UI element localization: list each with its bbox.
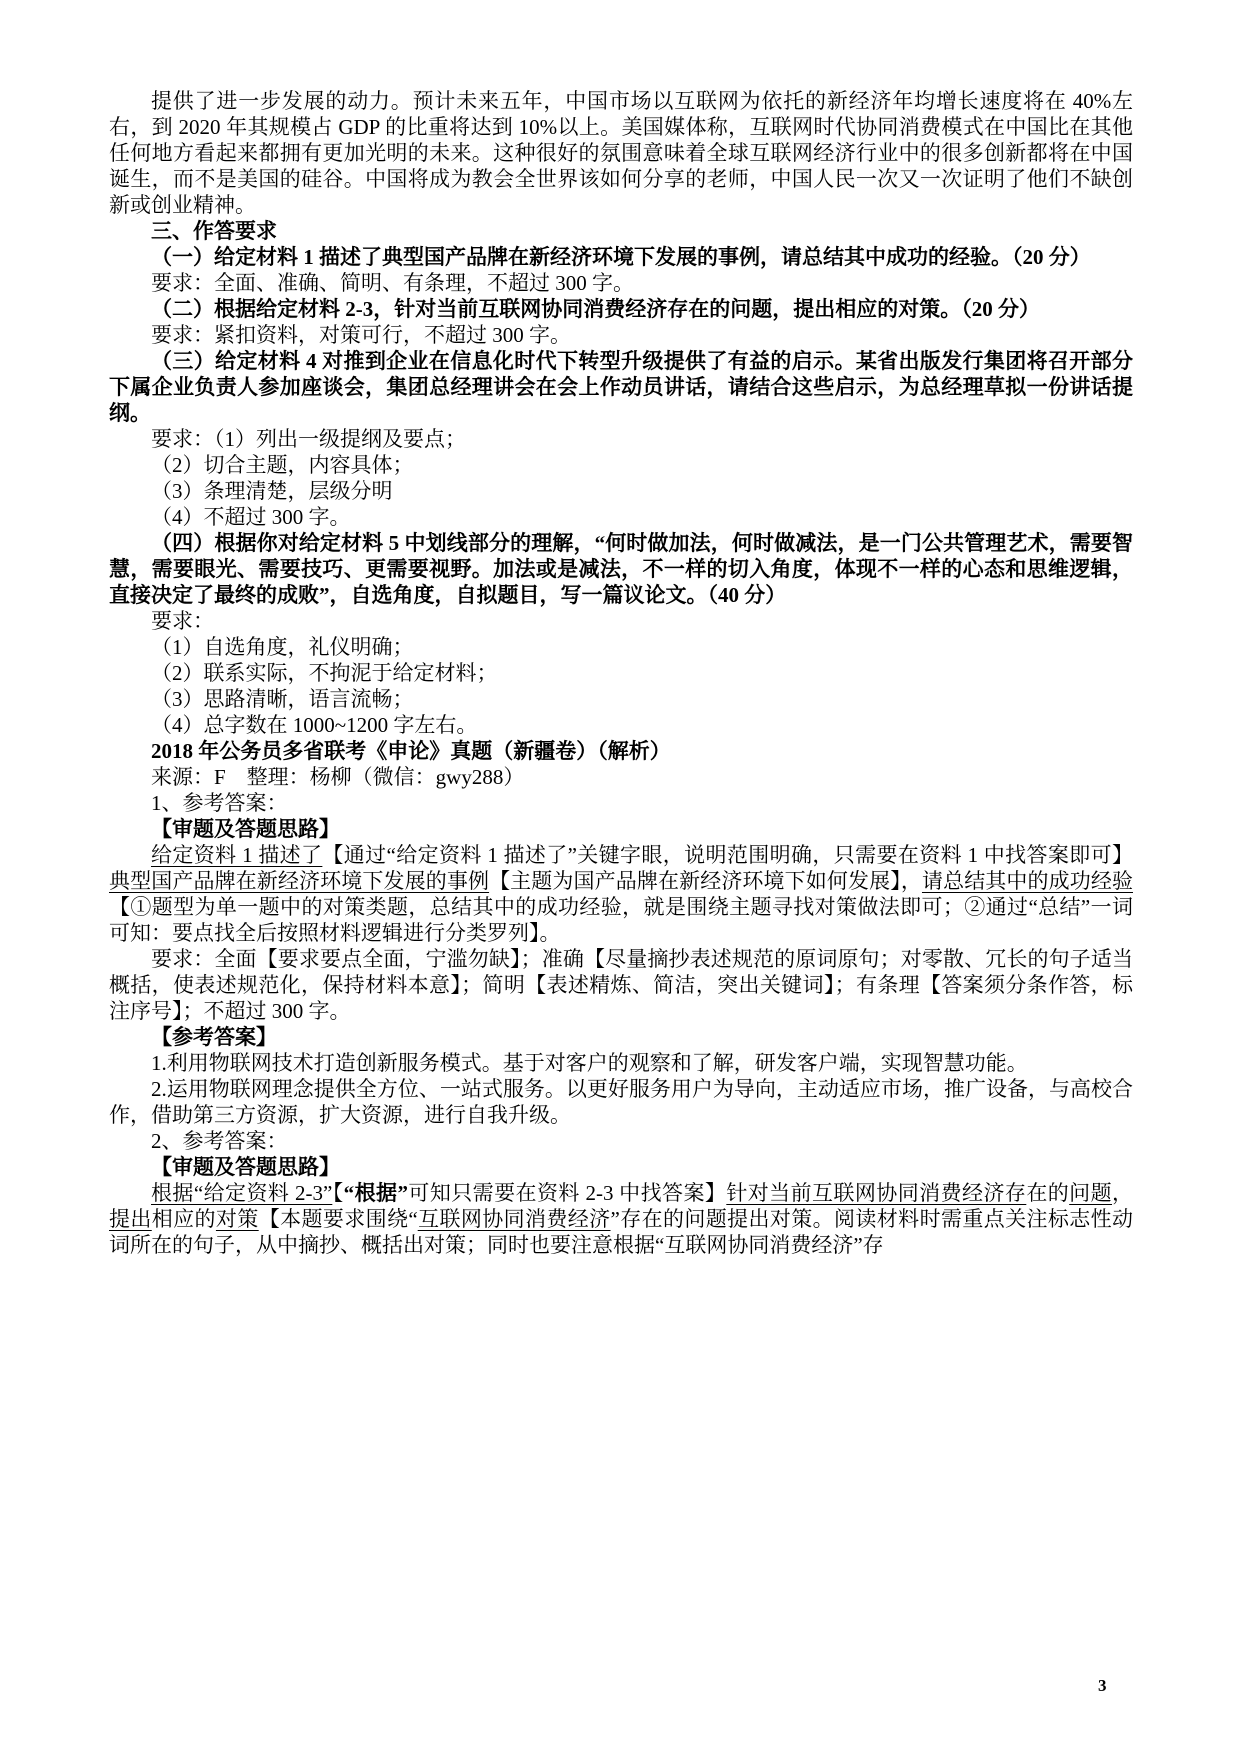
reference-answer-item: 2.运用物联网理念提供全方位、一站式服务。以更好服务用户为导向，主动适应市场，推广设备，与高校合作，借助第三方资源，扩大资源，进行自我升级。 [109,1077,1133,1127]
analysis-heading-1: 【审题及答题思路】 [151,817,340,841]
document-body [109,88,1133,1258]
question-1-requirement: 要求：全面、准确、简明、有条理，不超过 300 字。 [151,271,634,295]
reference-answer-item: 1.利用物联网技术打造创新服务模式。基于对客户的观察和了解，研发客户端，实现智慧功能。 [151,1051,1028,1075]
question-4-requirement-item: （4）总字数在 1000~1200 字左右。 [151,713,478,737]
question-4-requirement-item: （3）思路清晰，语言流畅； [151,687,414,711]
question-3-requirement-item: 要求：（1）列出一级提纲及要点； [151,427,466,451]
question-2-requirement: 要求：紧扣资料，对策可行，不超过 300 字。 [151,323,571,347]
question-3-requirement-item: （4）不超过 300 字。 [151,505,351,529]
analysis-paragraph-2: 根据“给定资料 2-3”【“根据”可知只需要在资料 2-3 中找答案】针对当前互联网协同消费经济存在的问题，提出相应的对策【本题要求围绕“互联网协同消费经济”存在的问题提出对策。阅读材料时需重点关注标志性动词所在的句子，从中摘抄、概括出对策；同时也要注意根据“互联网协同消费经济”存 [109,1181,1134,1257]
question-3-requirement-item: （2）切合主题，内容具体； [151,453,414,477]
answer-2-label: 2、参考答案： [151,1129,288,1153]
question-4-requirement-item: （1）自选角度，礼仪明确； [151,635,414,659]
question-3-requirement-item: （3）条理清楚，层级分明 [151,479,393,503]
section-heading: 三、作答要求 [151,219,277,243]
question-2: （二）根据给定材料 2-3，针对当前互联网协同消费经济存在的问题，提出相应的对策。（20 分） [151,297,1040,321]
page-number: 3 [1098,1676,1107,1695]
analysis-paragraph-1: 给定资料 1 描述了【通过“给定资料 1 描述了”关键字眼，说明范围明确，只需要在资料 1 中找答案即可】典型国产品牌在新经济环境下发展的事例【主题为国产品牌在新经济环境下如何发展】，请总结其中的成功经验【①题型为单一题中的对策类题，总结其中的成功经验，就是围绕主题寻找对策做法即可；②通过“总结”一词可知：要点找全后按照材料逻辑进行分类罗列】。 [109,843,1134,945]
reference-answer-heading: 【参考答案】 [151,1025,277,1049]
intro-paragraph: 提供了进一步发展的动力。预计未来五年，中国市场以互联网为依托的新经济年均增长速度将在 40%左右，到 2020 年其规模占 GDP 的比重将达到 10%以上。美国媒体称，互联网时代协同消费模式在中国比在其他任何地方看起来都拥有更加光明的未来。这种很好的氛围意味着全球互联网经济行业中的很多创新都将在中国诞生，而不是美国的硅谷。中国将成为教会全世界该如何分享的老师，中国人民一次又一次证明了他们不缺创新或创业精神。 [109,89,1133,217]
question-3: （三）给定材料 4 对推到企业在信息化时代下转型升级提供了有益的启示。某省出版发行集团将召开部分下属企业负责人参加座谈会，集团总经理讲会在会上作动员讲话，请结合这些启示，为总经理草拟一份讲话提纲。 [109,349,1133,425]
exam-title: 2018 年公务员多省联考《申论》真题（新疆卷）（解析） [151,739,671,763]
question-1: （一）给定材料 1 描述了典型国产品牌在新经济环境下发展的事例，请总结其中成功的经验。（20 分） [151,245,1091,269]
analysis-heading-2: 【审题及答题思路】 [151,1155,340,1179]
question-4-requirement-item: 要求： [151,609,214,633]
analysis-requirement-1: 要求：全面【要求要点全面，宁滥勿缺】；准确【尽量摘抄表述规范的原词原句；对零散、冗长的句子适当概括，使表述规范化，保持材料本意】；简明【表述精炼、简洁，突出关键词】；有条理【答案须分条作答，标注序号】；不超过 300 字。 [109,947,1133,1023]
answer-1-label: 1、参考答案： [151,791,288,815]
source-line: 来源：F 整理：杨柳（微信：gwy288） [151,765,525,789]
question-4: （四）根据你对给定材料 5 中划线部分的理解，“何时做加法，何时做减法，是一门公共管理艺术，需要智慧，需要眼光、需要技巧、更需要视野。加法或是减法，不一样的切入角度，体现不一样的心态和思维逻辑，直接决定了最终的成败”，自选角度，自拟题目，写一篇议论文。（40 分） [109,531,1133,607]
question-4-requirement-item: （2）联系实际，不拘泥于给定材料； [151,661,498,685]
